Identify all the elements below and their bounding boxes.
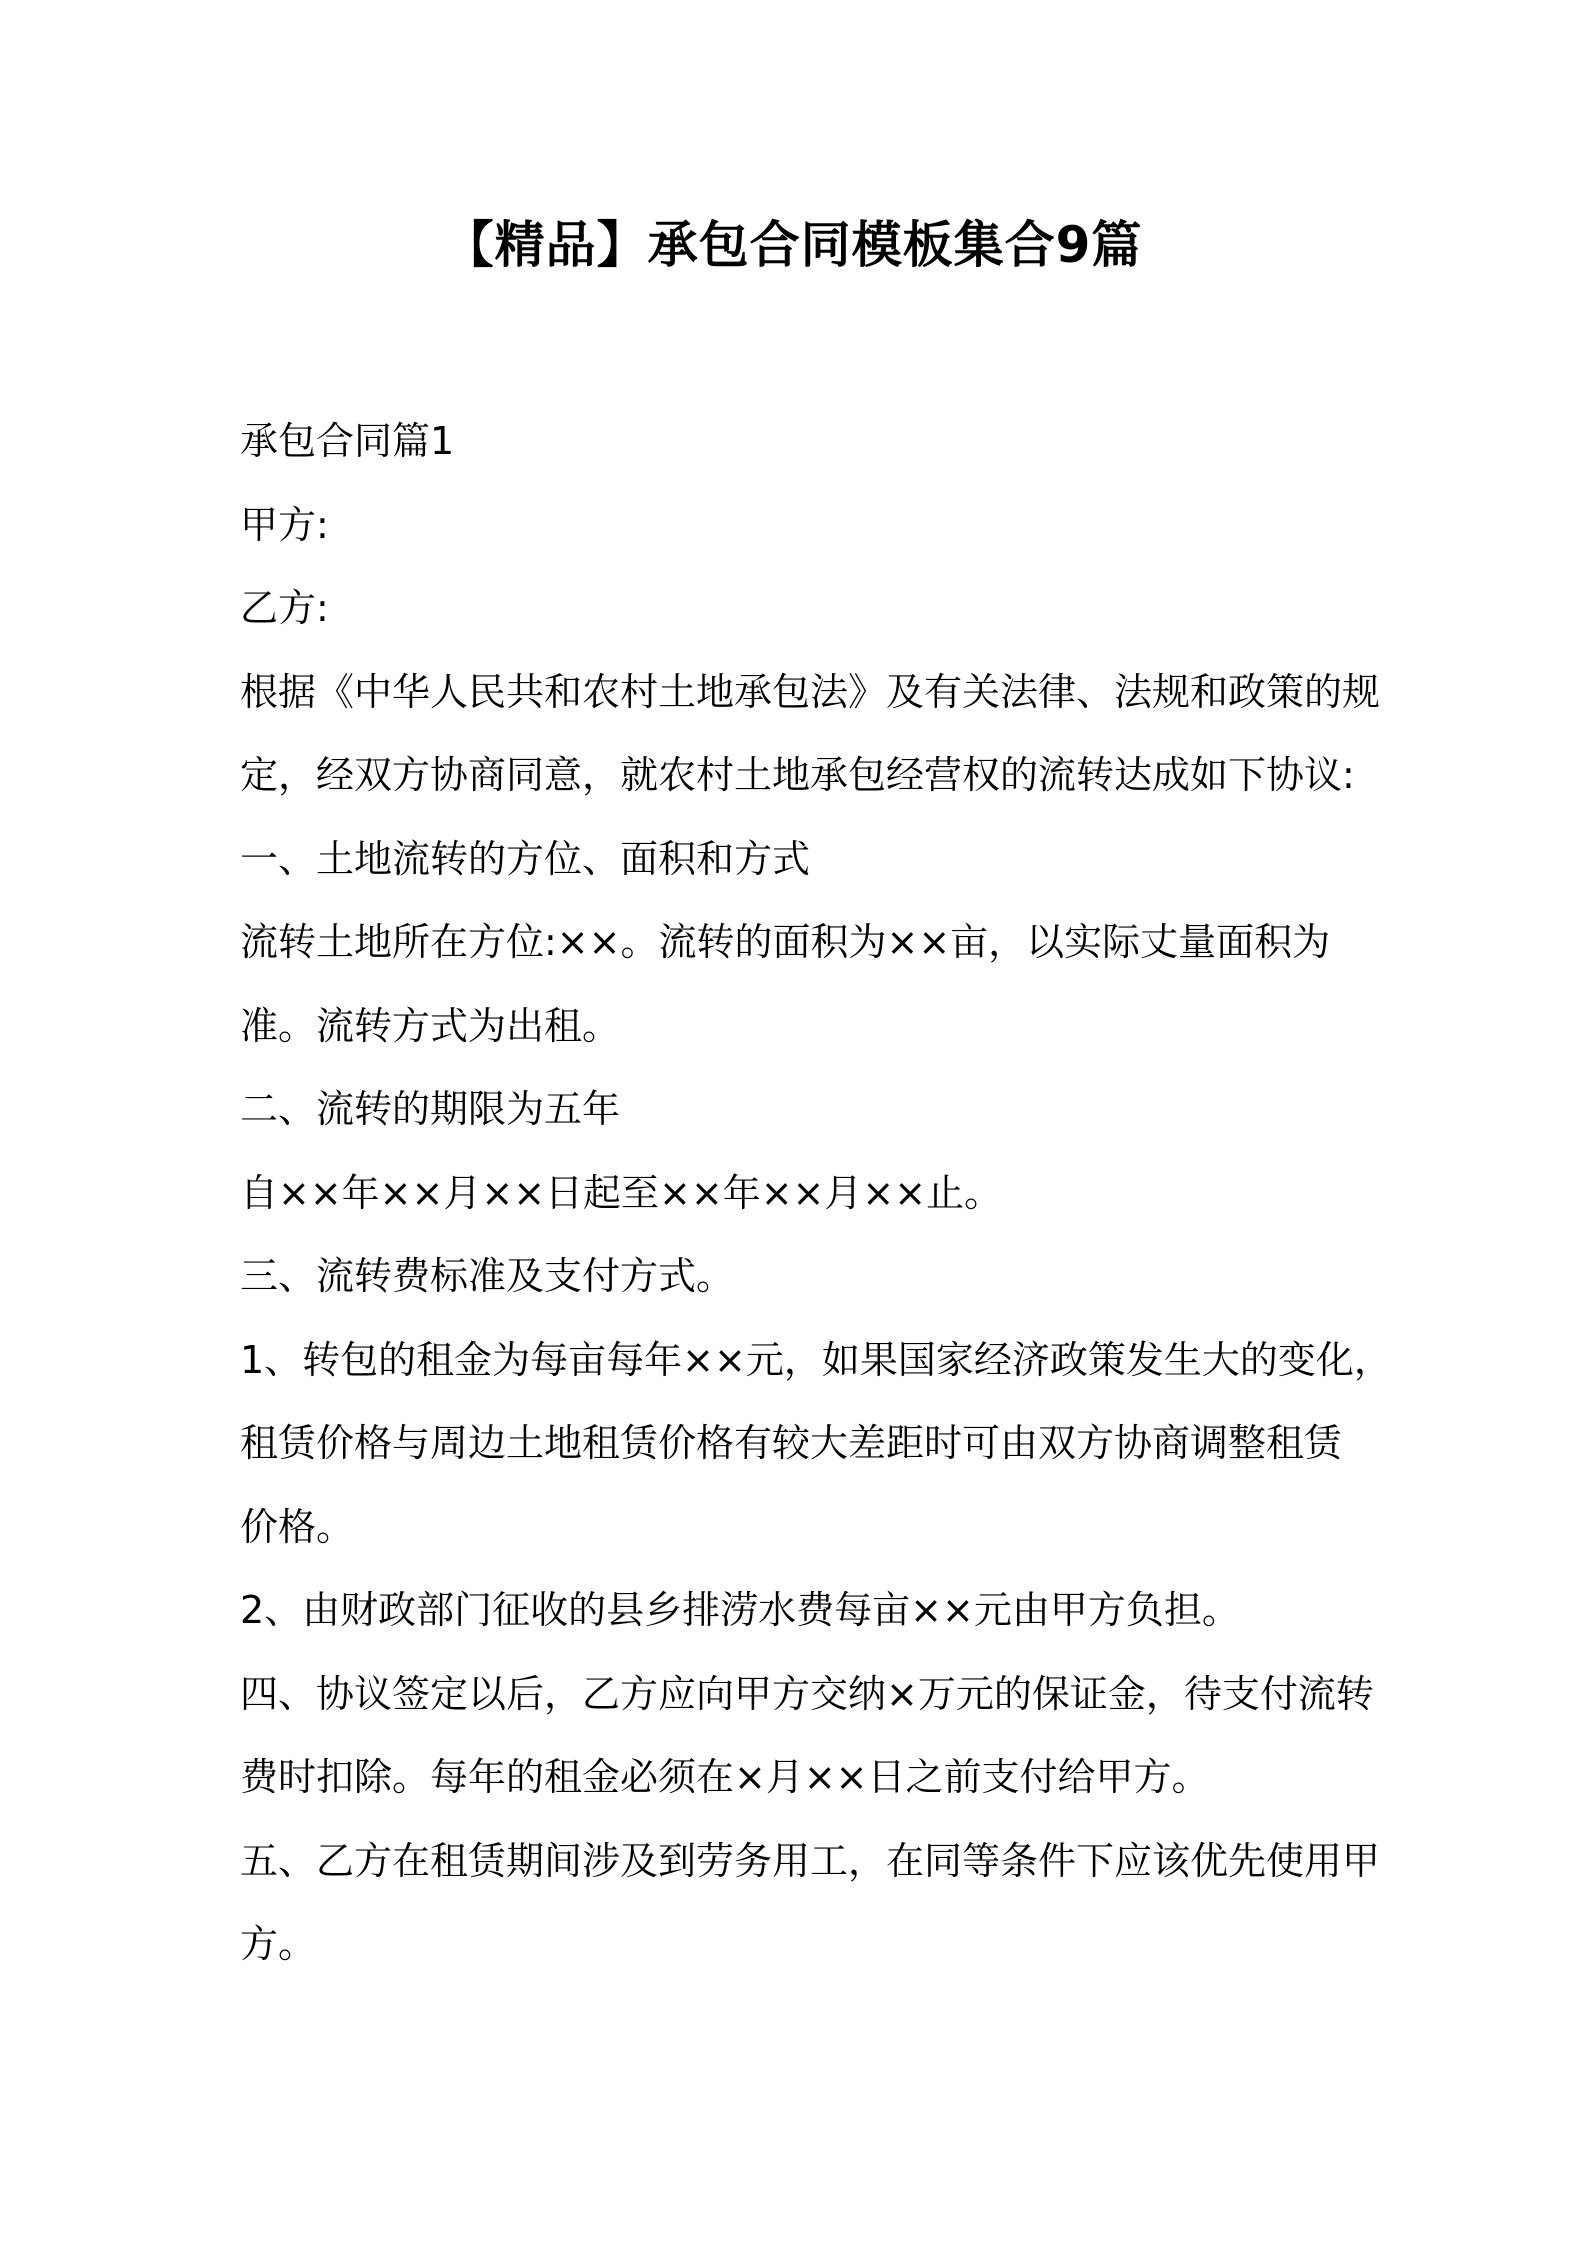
paragraph-line: 方。	[240, 1922, 317, 1966]
section-heading: 承包合同篇1	[240, 419, 455, 463]
document-body	[240, 400, 1392, 1987]
party-a-line: 甲方:	[240, 502, 329, 547]
paragraph-line: 租赁价格与周边土地租赁价格有较大差距时可由双方协商调整租赁	[240, 1421, 1343, 1465]
paragraph-line: 价格。	[240, 1504, 355, 1549]
paragraph-line: 四、协议签定以后，乙方应向甲方交纳×万元的保证金，待支付流转	[240, 1671, 1374, 1716]
paragraph-line: 五、乙方在租赁期间涉及到劳务用工，在同等条件下应该优先使用甲	[240, 1838, 1381, 1883]
clause-heading: 二、流转的期限为五年	[240, 1087, 621, 1131]
party-b-line: 乙方:	[240, 586, 329, 630]
paragraph-line: 定，经双方协商同意，就农村土地承包经营权的流转达成如下协议:	[240, 753, 1355, 797]
paragraph-line: 准。流转方式为出租。	[240, 1003, 621, 1048]
paragraph-line: 根据《中华人民共和农村土地承包法》及有关法律、法规和政策的规	[240, 669, 1381, 714]
clause-heading: 一、土地流转的方位、面积和方式	[240, 836, 811, 881]
document-title: 【精品】承包合同模板集合9篇	[443, 216, 1143, 274]
paragraph-line: 流转土地所在方位:××。流转的面积为××亩，以实际丈量面积为	[240, 920, 1331, 964]
paragraph-line: 1、转包的租金为每亩每年××元，如果国家经济政策发生大的变化，	[240, 1337, 1392, 1382]
paragraph-line: 2、由财政部门征收的县乡排涝水费每亩××元由甲方负担。	[240, 1588, 1240, 1632]
paragraph-line: 自××年××月××日起至××年××月××止。	[240, 1170, 1003, 1215]
clause-heading: 三、流转费标准及支付方式。	[240, 1254, 735, 1298]
paragraph-line: 费时扣除。每年的租金必须在×月××日之前支付给甲方。	[240, 1755, 1210, 1799]
